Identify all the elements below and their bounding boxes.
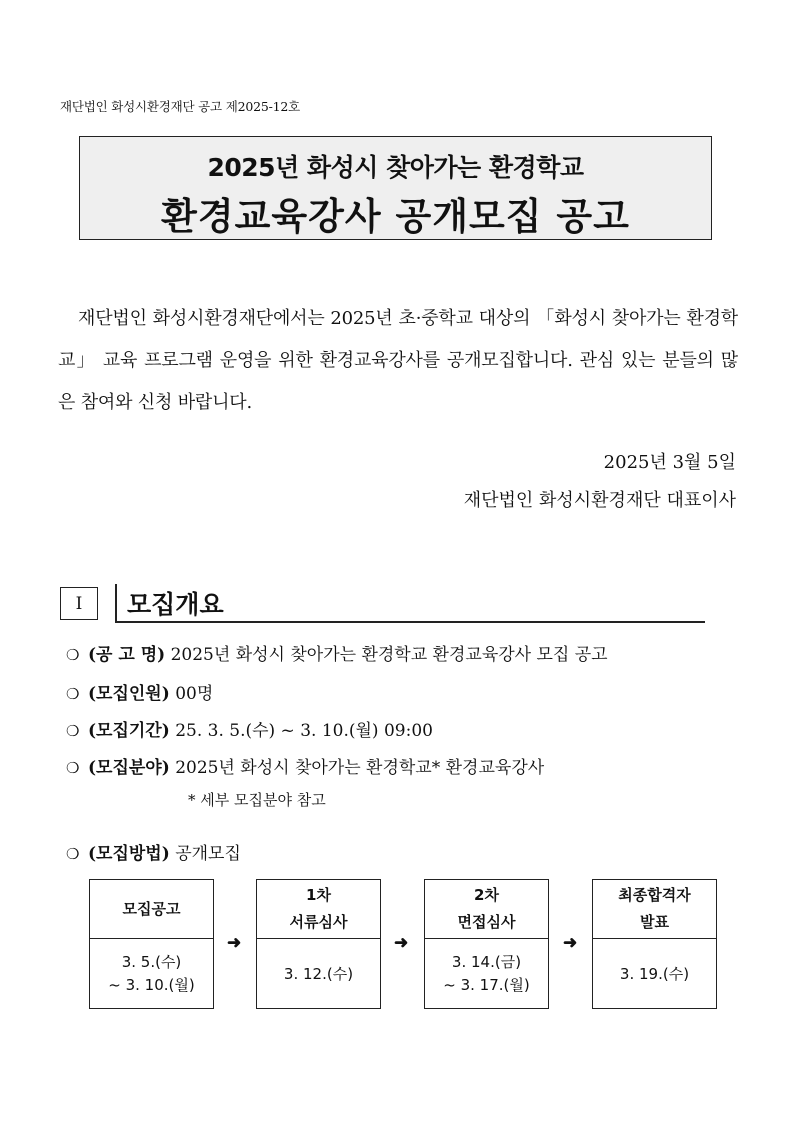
item-method [66, 839, 241, 864]
field-note: * 세부 모집분야 참고 [188, 791, 326, 809]
bullet-icon: ❍ [66, 845, 80, 863]
step-title: 1차 서류심사 [257, 880, 380, 939]
step-title: 모집공고 [90, 880, 213, 939]
item-field [66, 753, 544, 778]
item-label: (모집방법) [88, 844, 170, 864]
bullet-icon: ❍ [66, 685, 80, 703]
bullet-icon: ❍ [66, 646, 80, 664]
arrow-right-icon: ➜ [394, 933, 409, 953]
item-period [66, 716, 433, 741]
title-line-2: 환경교육강사 공개모집 공고 [161, 195, 630, 238]
section-number: Ⅰ [60, 587, 98, 620]
title-line-1: 2025년 화성시 찾아가는 환경학교 [207, 153, 584, 182]
intro-paragraph: 재단법인 화성시환경재단에서는 2025년 초·중학교 대상의 「화성시 찾아가는 환경학교」 교육 프로그램 운영을 위한 환경교육강사를 공개모집합니다. 관심 있는 분들의 많은 참여와 신청 바랍니다. [58, 308, 738, 413]
step-title: 최종합격자 발표 [593, 880, 716, 939]
process-step-document-review [256, 879, 381, 1009]
item-title [66, 640, 608, 665]
step-date: 3. 5.(수) ~ 3. 10.(월) [108, 953, 195, 994]
section-title: 모집개요 [127, 590, 224, 619]
item-value: 2025년 화성시 찾아가는 환경학교 환경교육강사 모집 공고 [170, 645, 608, 665]
announcement-date: 2025년 3월 5일 [603, 452, 736, 473]
signer: 재단법인 화성시환경재단 대표이사 [463, 490, 736, 511]
item-label: (모집분야) [88, 758, 170, 778]
item-label: (모집기간) [88, 721, 170, 741]
section-underline [115, 621, 705, 623]
step-date: 3. 19.(수) [619, 964, 690, 983]
process-step-announcement [89, 879, 214, 1009]
bullet-icon: ❍ [66, 759, 80, 777]
item-value: 2025년 화성시 찾아가는 환경학교* 환경교육강사 [175, 758, 545, 778]
item-headcount [66, 679, 213, 704]
arrow-right-icon: ➜ [563, 933, 578, 953]
bullet-icon: ❍ [66, 722, 80, 740]
item-value: 25. 3. 5.(수) ~ 3. 10.(월) 09:00 [175, 721, 433, 741]
item-label: (모집인원) [88, 684, 170, 704]
step-title: 2차 면접심사 [425, 880, 548, 939]
document-number: 재단법인 화성시환경재단 공고 제2025-12호 [60, 99, 300, 114]
item-value: 공개모집 [175, 844, 241, 864]
arrow-right-icon: ➜ [227, 933, 242, 953]
process-step-final-announcement [592, 879, 717, 1009]
item-label: (공 고 명) [88, 645, 166, 665]
title-box [79, 136, 712, 240]
step-date: 3. 12.(수) [283, 964, 354, 983]
item-value: 00명 [175, 684, 214, 704]
process-step-interview [424, 879, 549, 1009]
section-divider [115, 584, 117, 622]
step-date: 3. 14.(금) ~ 3. 17.(월) [443, 953, 530, 994]
